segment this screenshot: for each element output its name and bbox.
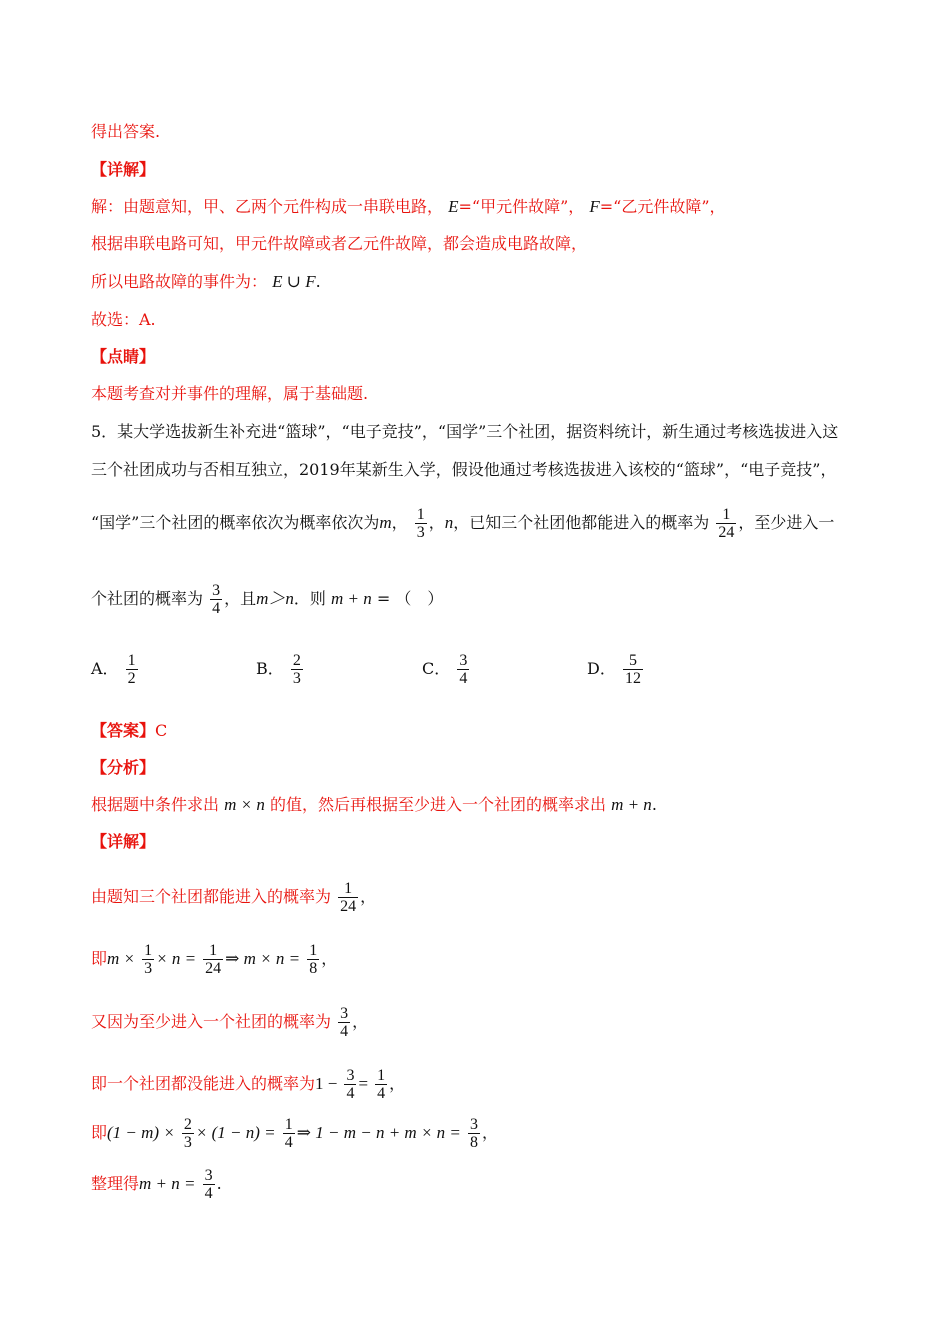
analysis-text: 根据题中条件求出 m × n 的值，然后再根据至少进入一个社团的概率求出 m + n. xyxy=(91,795,657,814)
step-2: 即m × $\frac{1}{3}$ × n = $\frac{1}{24}$ ⇒ m × n = $\frac{1}{8}$ ， xyxy=(91,942,338,977)
prev-detail-line-4: 故选：A. xyxy=(91,310,156,329)
analysis-label: 【分析】 xyxy=(91,758,156,777)
answer-line: 【答案】C xyxy=(91,721,168,740)
fraction-one-24: $\frac{1}{24}$ xyxy=(718,506,735,541)
prev-comment: 本题考查对并事件的理解，属于基础题. xyxy=(91,384,369,403)
detail-label: 【详解】 xyxy=(91,832,156,851)
fraction-one-third: $\frac{1}{3}$ xyxy=(416,506,425,541)
question-line-2: 三个社团成功与否相互独立，2019年某新生入学，假设他通过考核选拔进入该校的“篮球”，“电子竞技”， xyxy=(91,460,837,479)
question-line-1: 5．某大学选拔新生补充进“篮球”，“电子竞技”，“国学”三个社团，据资料统计，新生通过考核选拔进入这 xyxy=(91,422,839,441)
step-4: 即一个社团都没能进入的概率为1 − $\frac{3}{4}$ = $\frac{1}{4}$ ， xyxy=(91,1067,406,1102)
step-3: 又因为至少进入一个社团的概率为 $\frac{3}{4}$ ， xyxy=(91,1005,369,1040)
prev-comment-label: 【点睛】 xyxy=(91,347,156,366)
step-6: 整理得m + n = $\frac{3}{4}$ . xyxy=(91,1167,222,1202)
option-d[interactable]: D． $\frac{5}{12}$ xyxy=(587,652,641,687)
step-5: 即(1 − m) × $\frac{2}{3}$ × (1 − n) = $\frac{1}{4}$ ⇒ 1 − m − n + m × n = $\frac{3}{8}$ ， xyxy=(91,1116,499,1151)
question-line-4: 个社团的概率为 $\frac{3}{4}$ ，且m＞n．则 m + n = （ ） xyxy=(91,582,444,617)
option-a[interactable]: A． $\frac{1}{2}$ xyxy=(91,652,136,687)
fraction-three-quarters: $\frac{3}{4}$ xyxy=(212,582,221,617)
prev-detail-label: 【详解】 xyxy=(91,160,156,179)
question-line-3: “国学”三个社团的概率依次为概率依次为m， $\frac{1}{3}$ ，n，已知三个社团他都能进入的概率为 $\frac{1}{24}$ ，至少进入一 xyxy=(91,506,835,541)
prev-conclusion: 得出答案. xyxy=(91,122,161,141)
prev-detail-line-2: 根据串联电路可知，甲元件故障或者乙元件故障，都会造成电路故障， xyxy=(91,234,588,253)
prev-detail-line-1: 解：由题意知，甲、乙两个元件构成一串联电路， E=“甲元件故障”， F=“乙元件故障”， xyxy=(91,197,726,216)
option-b[interactable]: B． $\frac{2}{3}$ xyxy=(256,652,301,687)
step-1: 由题知三个社团都能进入的概率为 $\frac{1}{24}$ ， xyxy=(91,880,377,915)
option-c[interactable]: C． $\frac{3}{4}$ xyxy=(422,652,468,687)
prev-detail-line-3: 所以电路故障的事件为： E ∪ F. xyxy=(91,272,321,291)
